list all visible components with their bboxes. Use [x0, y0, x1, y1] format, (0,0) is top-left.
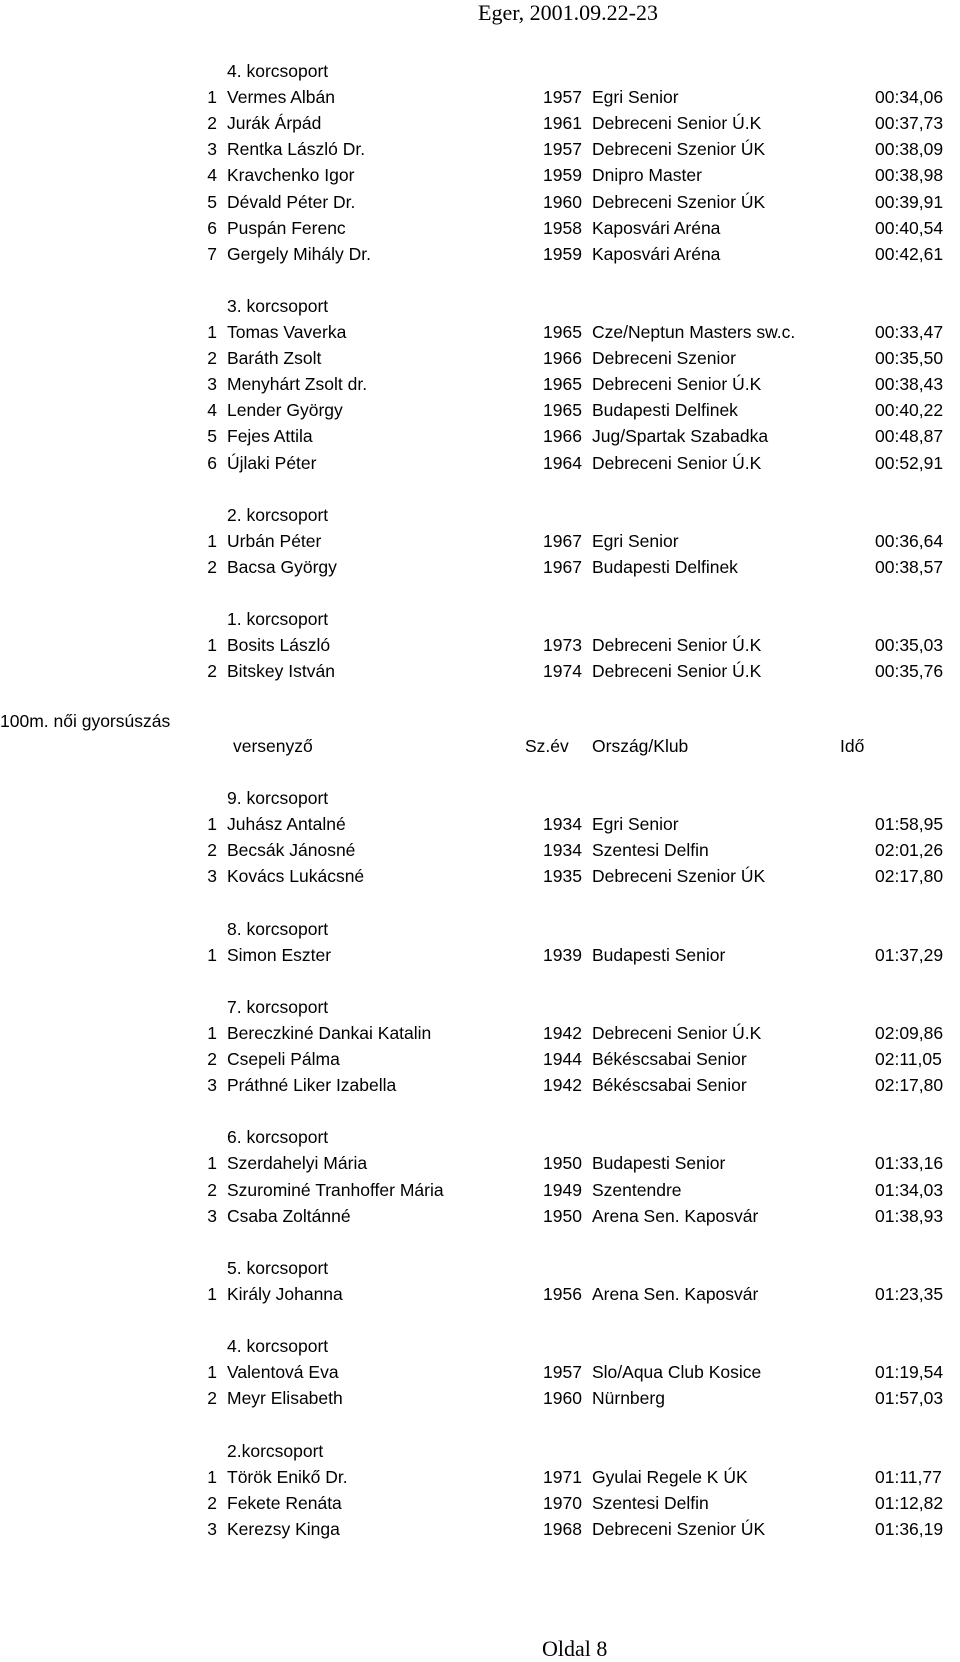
result-row: [0, 635, 960, 661]
result-row: [0, 1284, 960, 1310]
year-cell: 1973: [543, 635, 582, 656]
page-header: Eger, 2001.09.22-23: [478, 0, 658, 25]
group-heading: [0, 788, 960, 814]
club-cell: Debreceni Senior Ú.K: [592, 113, 762, 134]
time-cell: 00:34,06: [875, 87, 944, 108]
place-cell: 5: [207, 191, 217, 212]
time-cell: 01:11,77: [875, 1466, 942, 1487]
year-cell: 1956: [543, 1283, 582, 1304]
group-label: 1. korcsoport: [227, 609, 329, 630]
place-cell: 1: [207, 944, 217, 965]
result-row: [0, 531, 960, 557]
name-cell: Vermes Albán: [227, 87, 335, 108]
column-header-row: [0, 736, 960, 762]
place-cell: 2: [207, 661, 217, 682]
time-cell: 00:40,22: [875, 400, 944, 421]
club-cell: Dnipro Master: [592, 165, 702, 186]
name-cell: Kravchenko Igor: [227, 165, 355, 186]
name-cell: Urbán Péter: [227, 530, 322, 551]
year-cell: 1966: [543, 348, 582, 369]
time-cell: 01:12,82: [875, 1492, 944, 1513]
year-cell: 1950: [543, 1205, 582, 1226]
name-cell: Lender György: [227, 400, 343, 421]
name-cell: Kovács Lukácsné: [227, 866, 365, 887]
group-heading: [0, 1441, 960, 1467]
place-cell: 1: [207, 635, 217, 656]
group-label: 7. korcsoport: [227, 996, 329, 1017]
year-cell: 1960: [543, 191, 582, 212]
year-cell: 1959: [543, 165, 582, 186]
result-row: [0, 192, 960, 218]
place-cell: 7: [207, 243, 217, 264]
result-row: [0, 1206, 960, 1232]
result-row: [0, 426, 960, 452]
place-cell: 2: [207, 556, 217, 577]
place-cell: 1: [207, 322, 217, 342]
time-cell: 01:58,95: [875, 814, 944, 835]
result-row: [0, 400, 960, 426]
group-heading: [0, 296, 960, 322]
club-cell: Kaposvári Aréna: [592, 217, 721, 238]
place-cell: 1: [207, 814, 217, 835]
year-cell: 1958: [543, 217, 582, 238]
group-heading: [0, 919, 960, 945]
place-cell: 5: [207, 426, 217, 447]
name-cell: Bereczkiné Dankai Katalin: [227, 1022, 432, 1043]
name-cell: Bosits László: [227, 635, 331, 656]
place-cell: 2: [207, 1049, 217, 1069]
place-cell: 1: [207, 1153, 217, 1174]
name-cell: Simon Eszter: [227, 944, 332, 965]
time-cell: 02:17,80: [875, 866, 944, 887]
name-cell: Csepeli Pálma: [227, 1049, 340, 1069]
place-cell: 3: [207, 374, 217, 395]
club-cell: Egri Senior: [592, 814, 679, 835]
time-cell: 01:37,29: [875, 944, 944, 965]
name-cell: Bacsa György: [227, 556, 337, 577]
place-cell: 3: [207, 139, 217, 160]
time-cell: 01:19,54: [875, 1362, 944, 1383]
time-cell: 01:36,19: [875, 1518, 944, 1539]
result-row: [0, 1049, 960, 1075]
year-cell: 1957: [543, 1362, 582, 1383]
place-cell: 1: [207, 1466, 217, 1487]
place-cell: 2: [207, 1388, 217, 1409]
group-heading: [0, 1127, 960, 1153]
result-row: [0, 453, 960, 479]
year-cell: 1939: [543, 944, 582, 965]
column-header-club: Ország/Klub: [592, 736, 689, 756]
club-cell: Békéscsabai Senior: [592, 1049, 747, 1069]
group-heading: [0, 997, 960, 1023]
year-cell: 1970: [543, 1492, 582, 1513]
year-cell: 1971: [543, 1466, 582, 1487]
place-cell: 3: [207, 1075, 217, 1096]
club-cell: Slo/Aqua Club Kosice: [592, 1362, 762, 1383]
time-cell: 00:38,98: [875, 165, 944, 186]
club-cell: Debreceni Szenior ÚK: [592, 866, 766, 887]
result-row: [0, 322, 960, 348]
time-cell: 02:11,05: [875, 1049, 942, 1069]
result-row: [0, 661, 960, 687]
result-row: [0, 1467, 960, 1493]
group-heading: [0, 1336, 960, 1362]
page-footer: Oldal 8: [542, 1636, 608, 1661]
club-cell: Debreceni Senior Ú.K: [592, 661, 762, 682]
club-cell: Gyulai Regele K ÚK: [592, 1466, 748, 1487]
time-cell: 00:35,76: [875, 661, 944, 682]
year-cell: 1942: [543, 1022, 582, 1043]
club-cell: Debreceni Szenior ÚK: [592, 139, 766, 160]
year-cell: 1957: [543, 139, 582, 160]
time-cell: 00:36,64: [875, 530, 944, 551]
place-cell: 2: [207, 1492, 217, 1513]
name-cell: Valentová Eva: [227, 1362, 339, 1383]
club-cell: Arena Sen. Kaposvár: [592, 1205, 759, 1226]
result-row: [0, 348, 960, 374]
result-row: [0, 165, 960, 191]
result-row: [0, 1180, 960, 1206]
club-cell: Budapesti Senior: [592, 1153, 726, 1174]
club-cell: Debreceni Szenior: [592, 348, 736, 369]
time-cell: 00:38,57: [875, 556, 944, 577]
club-cell: Debreceni Senior Ú.K: [592, 1022, 762, 1043]
time-cell: 00:38,43: [875, 374, 944, 395]
name-cell: Menyhárt Zsolt dr.: [227, 374, 368, 395]
result-row: [0, 945, 960, 971]
result-row: [0, 1153, 960, 1179]
year-cell: 1965: [543, 400, 582, 421]
place-cell: 2: [207, 1179, 217, 1200]
year-cell: 1964: [543, 452, 582, 473]
year-cell: 1942: [543, 1075, 582, 1096]
time-cell: 01:34,03: [875, 1179, 944, 1200]
year-cell: 1968: [543, 1518, 582, 1539]
place-cell: 4: [207, 400, 217, 421]
time-cell: 00:48,87: [875, 426, 944, 447]
result-row: [0, 374, 960, 400]
name-cell: Gergely Mihály Dr.: [227, 243, 371, 264]
column-header-year: Sz.év: [525, 736, 569, 756]
time-cell: 01:23,35: [875, 1283, 944, 1304]
result-row: [0, 1362, 960, 1388]
time-cell: 00:40,54: [875, 217, 944, 238]
column-header-time: Idő: [840, 736, 865, 756]
column-header-name: versenyző: [233, 736, 313, 756]
year-cell: 1934: [543, 814, 582, 835]
club-cell: Debreceni Senior Ú.K: [592, 635, 762, 656]
club-cell: Jug/Spartak Szabadka: [592, 426, 769, 447]
group-heading: [0, 505, 960, 531]
group-label: 4. korcsoport: [227, 1336, 329, 1357]
event-title: 100m. női gyorsúszás: [0, 711, 171, 731]
year-cell: 1957: [543, 87, 582, 108]
result-row: [0, 113, 960, 139]
group-label: 3. korcsoport: [227, 295, 329, 316]
time-cell: 00:33,47: [875, 322, 944, 342]
result-row: [0, 1519, 960, 1545]
result-row: [0, 814, 960, 840]
year-cell: 1961: [543, 113, 582, 134]
group-heading: [0, 1258, 960, 1284]
group-heading: [0, 609, 960, 635]
year-cell: 1944: [543, 1049, 582, 1069]
place-cell: 1: [207, 87, 217, 108]
club-cell: Budapesti Senior: [592, 944, 726, 965]
group-label: 6. korcsoport: [227, 1127, 329, 1148]
time-cell: 00:42,61: [875, 243, 944, 264]
name-cell: Puspán Ferenc: [227, 217, 346, 238]
name-cell: Rentka László Dr.: [227, 139, 366, 160]
place-cell: 3: [207, 1205, 217, 1226]
club-cell: Szentesi Delfin: [592, 1492, 709, 1513]
result-row: [0, 244, 960, 270]
place-cell: 6: [207, 217, 217, 238]
place-cell: 1: [207, 1362, 217, 1383]
year-cell: 1950: [543, 1153, 582, 1174]
place-cell: 3: [207, 866, 217, 887]
group-label: 2. korcsoport: [227, 504, 329, 525]
result-row: [0, 1023, 960, 1049]
time-cell: 01:57,03: [875, 1388, 944, 1409]
name-cell: Juhász Antalné: [227, 814, 346, 835]
place-cell: 6: [207, 452, 217, 473]
name-cell: Tomas Vaverka: [227, 322, 347, 342]
year-cell: 1966: [543, 426, 582, 447]
club-cell: Budapesti Delfinek: [592, 556, 738, 577]
result-row: [0, 87, 960, 113]
year-cell: 1935: [543, 866, 582, 887]
name-cell: Bitskey István: [227, 661, 335, 682]
place-cell: 2: [207, 840, 217, 861]
place-cell: 2: [207, 348, 217, 369]
club-cell: Egri Senior: [592, 87, 679, 108]
place-cell: 4: [207, 165, 217, 186]
name-cell: Újlaki Péter: [227, 452, 317, 473]
result-row: [0, 1388, 960, 1414]
name-cell: Práthné Liker Izabella: [227, 1075, 397, 1096]
year-cell: 1949: [543, 1179, 582, 1200]
result-row: [0, 840, 960, 866]
time-cell: 02:09,86: [875, 1022, 944, 1043]
group-heading: [0, 61, 960, 87]
result-row: [0, 866, 960, 892]
group-label: 5. korcsoport: [227, 1257, 329, 1278]
year-cell: 1974: [543, 661, 582, 682]
name-cell: Szurominé Tranhoffer Mária: [227, 1179, 444, 1200]
name-cell: Meyr Elisabeth: [227, 1388, 343, 1409]
result-row: [0, 218, 960, 244]
year-cell: 1967: [543, 556, 582, 577]
club-cell: Nürnberg: [592, 1388, 665, 1409]
result-row: [0, 139, 960, 165]
club-cell: Békéscsabai Senior: [592, 1075, 747, 1096]
club-cell: Budapesti Delfinek: [592, 400, 738, 421]
time-cell: 00:39,91: [875, 191, 944, 212]
place-cell: 2: [207, 113, 217, 134]
place-cell: 1: [207, 1283, 217, 1304]
time-cell: 01:38,93: [875, 1205, 944, 1226]
year-cell: 1965: [543, 374, 582, 395]
name-cell: Török Enikő Dr.: [227, 1466, 348, 1487]
club-cell: Egri Senior: [592, 530, 679, 551]
club-cell: Szentesi Delfin: [592, 840, 709, 861]
time-cell: 00:35,03: [875, 635, 944, 656]
name-cell: Kerezsy Kinga: [227, 1518, 340, 1539]
club-cell: Debreceni Szenior ÚK: [592, 191, 766, 212]
club-cell: Kaposvári Aréna: [592, 243, 721, 264]
year-cell: 1934: [543, 840, 582, 861]
group-label: 9. korcsoport: [227, 788, 329, 808]
name-cell: Fekete Renáta: [227, 1492, 342, 1513]
name-cell: Csaba Zoltánné: [227, 1205, 351, 1226]
time-cell: 00:52,91: [875, 452, 944, 473]
club-cell: Cze/Neptun Masters sw.c.: [592, 322, 796, 342]
year-cell: 1959: [543, 243, 582, 264]
name-cell: Becsák Jánosné: [227, 840, 356, 861]
time-cell: 02:17,80: [875, 1075, 944, 1096]
place-cell: 3: [207, 1518, 217, 1539]
time-cell: 00:37,73: [875, 113, 944, 134]
name-cell: Baráth Zsolt: [227, 348, 322, 369]
time-cell: 00:35,50: [875, 348, 944, 369]
name-cell: Dévald Péter Dr.: [227, 191, 356, 212]
place-cell: 1: [207, 1022, 217, 1043]
time-cell: 02:01,26: [875, 840, 944, 861]
club-cell: Debreceni Szenior ÚK: [592, 1518, 766, 1539]
name-cell: Király Johanna: [227, 1283, 343, 1304]
group-label: 2.korcsoport: [227, 1440, 324, 1461]
club-cell: Arena Sen. Kaposvár: [592, 1283, 759, 1304]
group-label: 4. korcsoport: [227, 61, 329, 81]
place-cell: 1: [207, 530, 217, 551]
year-cell: 1965: [543, 322, 582, 342]
result-row: [0, 557, 960, 583]
group-label: 8. korcsoport: [227, 918, 329, 939]
time-cell: 01:33,16: [875, 1153, 944, 1174]
club-cell: Szentendre: [592, 1179, 682, 1200]
year-cell: 1960: [543, 1388, 582, 1409]
result-row: [0, 1075, 960, 1101]
time-cell: 00:38,09: [875, 139, 944, 160]
club-cell: Debreceni Senior Ú.K: [592, 374, 762, 395]
year-cell: 1967: [543, 530, 582, 551]
name-cell: Fejes Attila: [227, 426, 313, 447]
club-cell: Debreceni Senior Ú.K: [592, 452, 762, 473]
name-cell: Szerdahelyi Mária: [227, 1153, 368, 1174]
result-row: [0, 1493, 960, 1519]
name-cell: Jurák Árpád: [227, 113, 322, 134]
